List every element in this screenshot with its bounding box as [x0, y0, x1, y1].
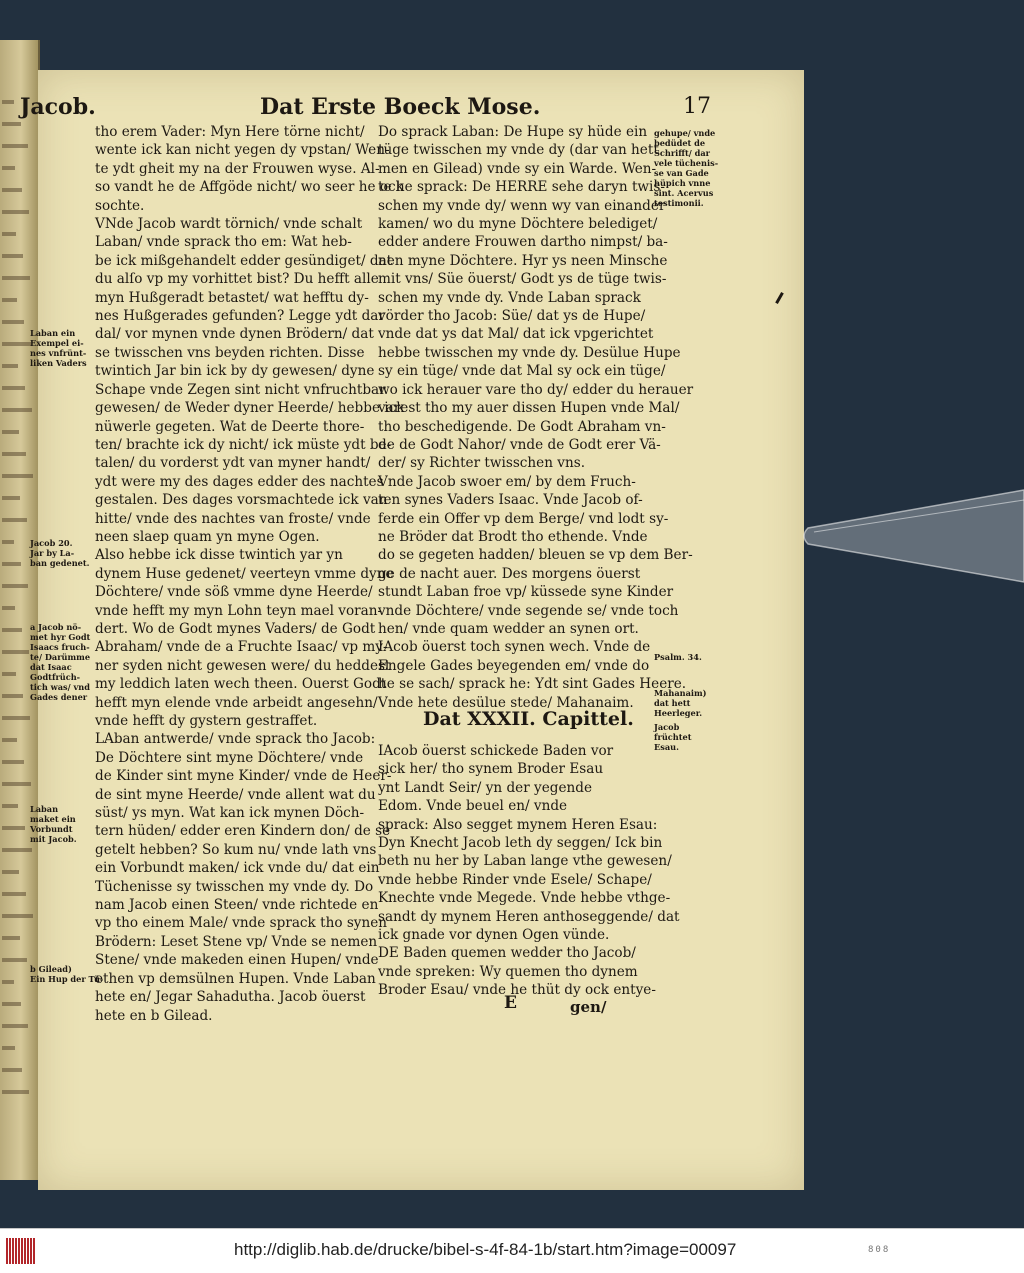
text-line: vnde spreken: Wy quemen tho dynem	[378, 963, 638, 980]
text-line: vnde hefft dy gystern gestraffet.	[95, 713, 318, 729]
text-line: nam Jacob einen Steen/ vnde richtede en	[95, 897, 379, 914]
previous-page-text-fragment	[2, 760, 24, 764]
text-line: ten synes Vaders Isaac. Vnde Jacob of-	[378, 492, 643, 509]
text-line: LAban antwerde/ vnde sprack tho Jacob:	[95, 731, 376, 748]
text-line: tho beschedigende. De Godt Abraham vn-	[378, 418, 666, 435]
text-line: be ick mißgehandelt edder gesündiget/ dat	[95, 252, 393, 269]
margin-note-laban-vorbundt	[30, 804, 94, 844]
text-line: Dyn Knecht Jacob leth dy seggen/ Ick bin	[378, 835, 663, 852]
text-line: te he sprack: De HERRE sehe daryn twis-	[378, 179, 665, 196]
previous-page-text-fragment	[2, 628, 22, 632]
margin-note-line: dat Isaac	[30, 662, 72, 672]
text-line: de Kinder sint myne Kinder/ vnde de Heer-	[95, 768, 392, 785]
margin-note-line: Mahanaim)	[654, 688, 707, 698]
previous-page-text-fragment	[2, 716, 30, 720]
text-line: hete en/ Jegar Sahadutha. Jacob öuerst	[95, 989, 366, 1006]
text-line: sick her/ tho synem Broder Esau	[378, 761, 604, 778]
text-line: schen my vnde dy/ wenn wy van einander	[378, 197, 666, 214]
text-line: Vnde hete desülue stede/ Mahanaim.	[378, 694, 634, 711]
text-line: ferde ein Offer vp dem Berge/ vnd lodt sy-	[378, 510, 669, 527]
text-line: ten/ brachte ick dy nicht/ ick müste ydt be-	[95, 436, 392, 453]
margin-note-line: vele tüchenis-	[654, 158, 719, 168]
text-line: IAcob öuerst schickede Baden vor	[378, 743, 614, 759]
text-line: Engele Gades beyegenden em/ vnde do	[378, 657, 650, 674]
text-line: süst/ ys myn. Wat kan ick mynen Döch-	[95, 805, 365, 822]
margin-note-line: mit Jacob.	[30, 834, 77, 844]
text-line: ner syden nicht gewesen were/ du heddest	[95, 657, 391, 674]
previous-page-text-fragment	[2, 650, 29, 654]
previous-page-text-fragment	[2, 936, 20, 940]
previous-page-text-fragment	[2, 342, 31, 346]
text-line: tho erem Vader: Myn Here törne nicht/	[95, 124, 365, 140]
text-line: de de Godt Nahor/ vnde de Godt erer Vä-	[378, 436, 661, 453]
margin-note-line: gehupe/ vnde	[654, 128, 716, 138]
text-line: IAcob öuerst toch synen wech. Vnde de	[378, 639, 651, 656]
previous-page-text-fragment	[2, 122, 21, 126]
text-line: getelt hebben? So kum nu/ vnde lath vns	[95, 841, 377, 858]
book-page	[20, 70, 804, 1190]
text-line: hete en b Gilead.	[95, 1007, 213, 1024]
previous-page-text-fragment	[2, 452, 26, 456]
text-line: Schape vnde Zegen sint nicht vnfruchtbar	[95, 381, 386, 398]
text-line: Do sprack Laban: De Hupe sy hüde ein	[378, 124, 648, 140]
margin-note-line: testimonii.	[654, 198, 704, 208]
text-line: kamen/ wo du myne Döchtere belediget/	[378, 216, 658, 233]
text-line: stundt Laban froe vp/ küssede syne Kinder	[378, 584, 674, 601]
status-code: 808	[868, 1245, 891, 1255]
previous-page-text-fragment	[2, 540, 14, 544]
text-line: nen myne Döchtere. Hyr ys neen Minsche	[378, 252, 668, 269]
text-line: sochte.	[95, 197, 145, 214]
text-line: hitte/ vnde des nachtes van froste/ vnde	[95, 510, 371, 527]
running-title: Dat Erste Boeck Mose.	[260, 94, 541, 120]
previous-page-text-fragment	[2, 914, 33, 918]
text-line: sandt dy mynem Heren anthoseggende/ dat	[378, 908, 680, 925]
text-line: schen my vnde dy. Vnde Laban sprack	[378, 289, 641, 306]
text-line: hen/ vnde quam wedder an synen ort.	[378, 620, 639, 637]
previous-page-text-fragment	[2, 1090, 29, 1094]
text-line: ge de nacht auer. Des morgens öuerst	[378, 565, 641, 582]
previous-page-text-fragment	[2, 672, 16, 676]
text-line: men en Gilead) vnde sy ein Warde. Wen-	[378, 160, 657, 177]
margin-note-line: Gades dener	[30, 692, 88, 702]
previous-page-text-fragment	[2, 430, 19, 434]
previous-page-text-fragment	[2, 1068, 22, 1072]
text-line: hefft myn elende vnde arbeidt angesehn/	[95, 694, 378, 711]
margin-note-line: maket ein	[30, 814, 76, 824]
left-text-column	[95, 123, 425, 1025]
previous-page-text-fragment	[2, 826, 25, 830]
library-logo-icon	[6, 1238, 36, 1264]
margin-note-line: Esau.	[654, 742, 679, 752]
previous-page-text-fragment	[2, 276, 30, 280]
margin-note-line: Ein Hup der Tü-	[30, 974, 104, 984]
margin-note-psalm	[654, 652, 718, 662]
text-line: Stene/ vnde makeden einen Hupen/ vnde	[95, 952, 379, 969]
text-line: Döchtere/ vnde söß vmme dyne Heerde/	[95, 584, 373, 601]
previous-page-text-fragment	[2, 870, 19, 874]
right-text-column-chapter-32	[378, 742, 680, 1000]
text-line: Vnde Jacob swoer em/ by dem Fruch-	[378, 473, 636, 490]
text-line: sprack: Also segget mynem Heren Esau:	[378, 816, 658, 833]
previous-page-text-fragment	[2, 980, 14, 984]
margin-note-line: ban gedenet.	[30, 558, 90, 568]
text-line: tüge twisschen my vnde dy (dar van hett	[378, 142, 659, 159]
margin-note-fruchte-isaac	[30, 622, 94, 702]
margin-note-line: bedüdet de	[654, 138, 706, 148]
text-line: ynt Landt Seir/ yn der yegende	[378, 779, 592, 796]
text-line: wo ick herauer vare tho dy/ edder du herauer	[378, 381, 694, 398]
margin-note-line: liken Vaders	[30, 358, 87, 368]
text-line: te ydt gheit my na der Frouwen wyse. Al-	[95, 160, 380, 177]
previous-page-text-fragment	[2, 694, 23, 698]
margin-note-line: Exempel ei-	[30, 338, 84, 348]
margin-note-line: Godtfrüch-	[30, 672, 81, 682]
text-line: gewesen/ de Weder dyner Heerde/ hebbe ick	[95, 400, 405, 417]
margin-note-line: früchtet	[654, 732, 692, 742]
text-line: so vandt he de Affgöde nicht/ wo seer he ock	[95, 179, 404, 196]
text-line: talen/ du vorderst ydt van myner handt/	[95, 455, 371, 472]
previous-page-text-fragment	[2, 188, 22, 192]
previous-page-text-fragment	[2, 408, 32, 412]
previous-page-text-fragment	[2, 738, 17, 742]
text-line: vnde hefft my myn Lohn teyn mael voran-	[95, 602, 383, 619]
margin-note-line: Laban	[30, 804, 59, 814]
text-line: Laban/ vnde sprack tho em: Wat heb-	[95, 234, 352, 251]
margin-note-gilead-note	[30, 964, 104, 984]
previous-page-text-fragment	[2, 386, 25, 390]
text-line: my leddich laten wech theen. Ouerst Godt	[95, 676, 387, 693]
text-line: vnde dat ys dat Mal/ dat ick vpgerichtet	[378, 326, 654, 343]
text-line: se twisschen vns beyden richten. Disse	[95, 344, 365, 361]
text-line: Abraham/ vnde de a Fruchte Isaac/ vp my-	[95, 639, 388, 656]
text-line: he se sach/ sprack he: Ydt sint Gades Heere.	[378, 676, 687, 693]
margin-note-line: Jacob	[654, 722, 680, 732]
text-line: ethen vp demsülnen Hupen. Vnde Laban	[95, 970, 376, 987]
margin-note-line: sint. Acervus	[654, 188, 714, 198]
text-line: Edom. Vnde beuel en/ vnde	[378, 798, 568, 815]
text-line: vp tho einem Male/ vnde sprack tho synen	[95, 915, 388, 932]
text-line: de sint myne Heerde/ vnde allent wat du	[95, 786, 376, 803]
previous-page-text-fragment	[2, 100, 14, 104]
text-line: myn Hußgeradt betastet/ wat hefftu dy-	[95, 289, 369, 306]
text-line: Brödern: Leset Stene vp/ Vnde se nemen	[95, 933, 378, 950]
previous-page-text-fragment	[2, 1046, 15, 1050]
previous-page-text-fragment	[2, 298, 17, 302]
previous-page-text-fragment	[2, 804, 18, 808]
text-line: dal/ vor mynen vnde dynen Brödern/ dat	[95, 326, 374, 343]
text-line: der/ sy Richter twisschen vns.	[378, 455, 586, 472]
text-line: Broder Esau/ vnde he thüt dy ock entye-	[378, 982, 656, 999]
ink-mark	[775, 292, 784, 304]
previous-page-text-fragment	[2, 496, 20, 500]
text-line: vnde hebbe Rinder vnde Esele/ Schape/	[378, 871, 652, 888]
text-line: wente ick kan nicht yegen dy vpstan/ Wen-	[95, 142, 390, 159]
text-line: vnde Döchtere/ vnde segende se/ vnde toch	[378, 602, 679, 619]
margin-note-line: b Gilead)	[30, 964, 72, 974]
margin-note-line: dat hett	[654, 698, 691, 708]
previous-page-text-fragment	[2, 562, 21, 566]
margin-note-jacob-20	[30, 538, 94, 568]
margin-note-line: te/ Darümme	[30, 652, 91, 662]
page-number: 17	[683, 94, 711, 119]
previous-page-text-fragment	[2, 584, 28, 588]
margin-note-line: hüpich vnne	[654, 178, 711, 188]
previous-page-text-fragment	[2, 144, 28, 148]
text-line: varest tho my auer dissen Hupen vnde Mal/	[378, 400, 680, 417]
previous-page-text-fragment	[2, 364, 18, 368]
previous-page-text-fragment	[2, 782, 31, 786]
previous-page-text-fragment	[2, 474, 33, 478]
previous-page-text-fragment	[2, 848, 32, 852]
text-line: tern hüden/ edder eren Kindern don/ de se	[95, 823, 391, 840]
previous-page-text-fragment	[2, 518, 27, 522]
margin-note-line: se van Gade	[654, 168, 709, 178]
text-line: Knechte vnde Megede. Vnde hebbe vthge-	[378, 890, 671, 907]
text-line: du alſo vp my vorhittet bist? Du hefft alle	[95, 271, 379, 288]
previous-page-text-fragment	[2, 232, 16, 236]
running-head-left: Jacob.	[20, 94, 96, 120]
text-line: VNde Jacob wardt törnich/ vnde schalt	[95, 216, 363, 233]
text-line: dynem Huse gedenet/ veerteyn vmme dyne	[95, 565, 394, 582]
previous-page-text-fragment	[2, 958, 27, 962]
text-line: ick gnade vor dynen Ogen vünde.	[378, 927, 610, 944]
margin-note-line: met hyr Godt	[30, 632, 91, 642]
margin-note-line: Laban ein	[30, 328, 76, 338]
text-line: dert. Wo de Godt mynes Vaders/ de Godt	[95, 620, 376, 637]
margin-note-line: Jacob 20.	[30, 538, 73, 548]
previous-page-text-fragment	[2, 254, 23, 258]
page-url[interactable]: http://diglib.hab.de/drucke/bibel-s-4f-84-1b/start.htm?image=00097	[234, 1240, 737, 1259]
margin-note-line: Schrifft/ dar	[654, 148, 710, 158]
text-line: edder andere Frouwen dartho nimpst/ ba-	[378, 234, 668, 251]
previous-page-text-fragment	[2, 606, 15, 610]
text-line: gestalen. Des dages vorsmachtede ick van	[95, 492, 388, 509]
margin-note-line: tich was/ vnd	[30, 682, 90, 692]
margin-note-line: Vorbundt	[30, 824, 73, 834]
text-line: nüwerle gegeten. Wat de Deerte thore-	[95, 418, 365, 435]
margin-note-line: Isaacs fruch-	[30, 642, 90, 652]
margin-note-line: a Jacob nö-	[30, 622, 82, 632]
margin-note-line: Heerleger.	[654, 708, 703, 718]
page-turn-tab-icon[interactable]	[800, 488, 1024, 584]
signature-letter: E	[504, 993, 517, 1013]
margin-note-mahanaim	[654, 688, 718, 718]
margin-note-line: Jar by La-	[30, 548, 75, 558]
catchword: gen/	[570, 998, 607, 1016]
text-line: ydt were my des dages edder des nachtes	[95, 473, 384, 490]
text-line: sy ein tüge/ vnde dat Mal sy ock ein tüge/	[378, 363, 666, 380]
previous-page-text-fragment	[2, 1024, 28, 1028]
text-line: do se gegeten hadden/ bleuen se vp dem Ber-	[378, 547, 693, 564]
text-line: neen slaep quam yn myne Ogen.	[95, 528, 320, 545]
previous-page-text-fragment	[2, 1002, 21, 1006]
status-bar	[0, 1228, 1024, 1273]
text-line: Also hebbe ick disse twintich yar yn	[95, 547, 343, 564]
previous-page-edge	[0, 40, 40, 1180]
margin-note-laban-exempel	[30, 328, 94, 368]
text-line: nes Hußgerades gefunden? Legge ydt dar	[95, 308, 385, 325]
chapter-heading: Dat XXXII. Capittel.	[423, 708, 634, 730]
previous-page-text-fragment	[2, 210, 29, 214]
text-line: vörder tho Jacob: Süe/ dat ys de Hupe/	[378, 308, 646, 325]
margin-note-line: Psalm. 34.	[654, 652, 702, 662]
previous-page-text-fragment	[2, 320, 24, 324]
text-line: ein Vorbundt maken/ ick vnde du/ dat ein	[95, 860, 380, 877]
text-line: beth nu her by Laban lange vthe gewesen/	[378, 853, 672, 870]
text-line: mit vns/ Süe öuerst/ Godt ys de tüge twis-	[378, 271, 667, 288]
text-line: ne Bröder dat Brodt tho ethende. Vnde	[378, 528, 648, 545]
margin-note-jacob-fruchtet	[654, 722, 718, 752]
margin-note-gehupe	[654, 128, 718, 208]
text-line: hebbe twisschen my vnde dy. Desülue Hupe	[378, 344, 681, 361]
previous-page-text-fragment	[2, 166, 15, 170]
text-line: DE Baden quemen wedder tho Jacob/	[378, 945, 636, 962]
text-line: Tüchenisse sy twisschen my vnde dy. Do	[95, 878, 374, 895]
text-line: De Döchtere sint myne Döchtere/ vnde	[95, 749, 364, 766]
margin-note-line: nes vnfrünt-	[30, 348, 87, 358]
text-line: twintich Jar bin ick by dy gewesen/ dyne	[95, 363, 375, 380]
previous-page-text-fragment	[2, 892, 26, 896]
